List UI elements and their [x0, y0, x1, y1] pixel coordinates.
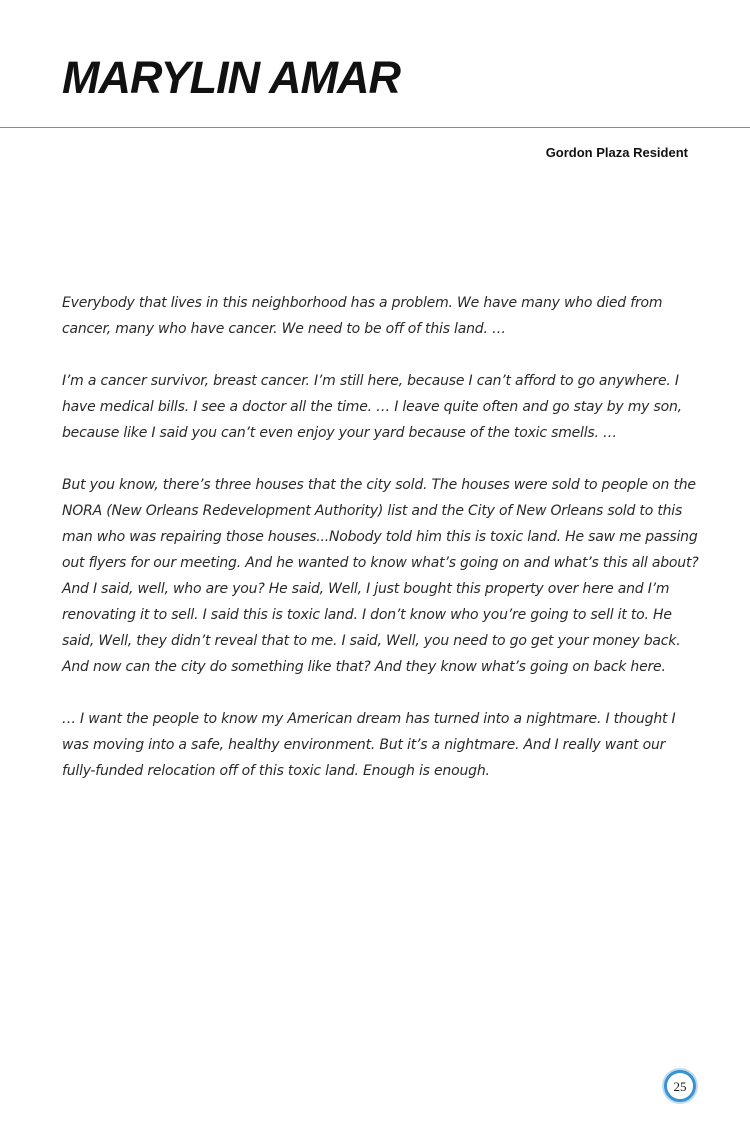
title-divider — [0, 127, 750, 128]
quote-body — [62, 290, 702, 810]
quote-paragraph-1: Everybody that lives in this neighborhood has a problem. We have many who died from cancer, many who have cancer. We need to be off of this land. … — [62, 295, 663, 337]
page-title: MARYLIN AMAR — [62, 52, 400, 103]
page-number-badge — [664, 1070, 696, 1102]
page-subtitle: Gordon Plaza Resident — [545, 145, 688, 160]
page-number: 25 — [673, 1078, 687, 1094]
quote-paragraph-3: But you know, there’s three houses that the city sold. The houses were sold to people on the NORA (New Orleans Redevelopment Authority) list and the City of New Orleans sold to this man who was repairing those houses...Nobody told him this is toxic land. He saw me passing out flyers for our meeting. And he wanted to know what’s going on and what’s this all about? And I said, well, who are you? He said, Well, I just bought this property over here and I’m renovating it to sell. I said this is toxic land. I don’t know who you’re going to sell it to. He said, Well, they didn’t reveal that to me. I said, Well, you need to go get your money back. And now can the city do something like that? And they know what’s going on back here. — [62, 477, 699, 675]
quote-paragraph-2: I’m a cancer survivor, breast cancer. I’m still here, because I can’t afford to go anywhere. I have medical bills. I see a doctor all the time. … I leave quite often and go stay by my son, because like I said you can’t even enjoy your yard because of the toxic smells. … — [62, 373, 682, 441]
quote-paragraph-4: … I want the people to know my American dream has turned into a nightmare. I thought I was moving into a safe, healthy environment. But it’s a nightmare. And I really want our fully-funded relocation off of this toxic land. Enough is enough. — [62, 711, 676, 779]
